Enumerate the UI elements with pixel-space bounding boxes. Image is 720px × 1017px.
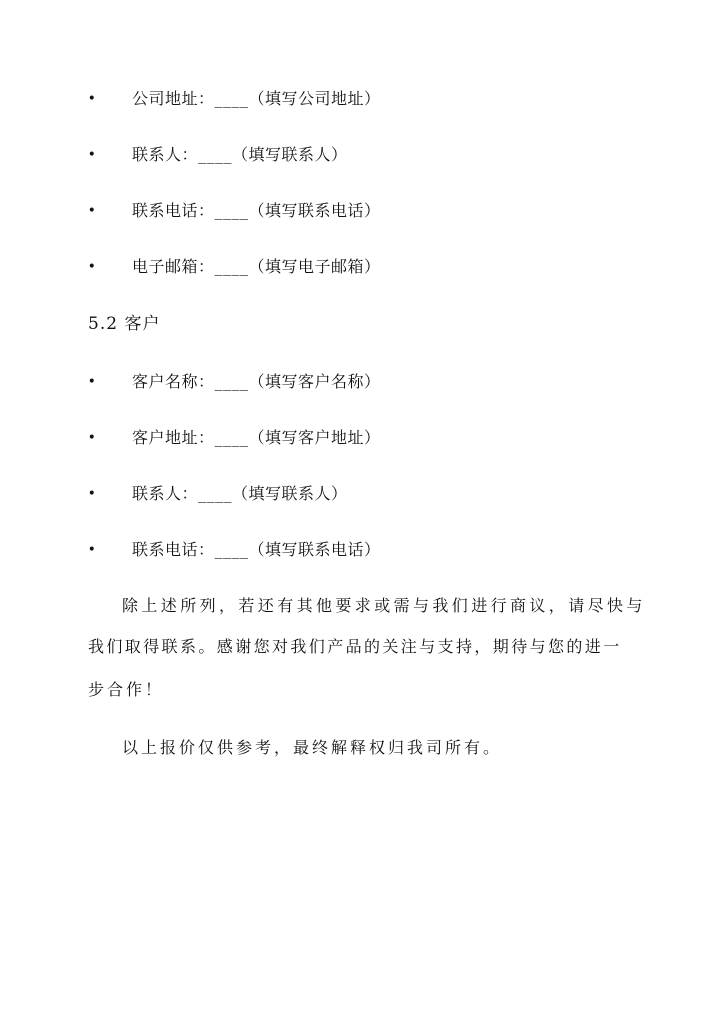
bullet-icon: • [87, 91, 97, 107]
list-item-text: 电子邮箱：____（填写电子邮箱） [132, 257, 381, 276]
bullet-icon: • [87, 486, 97, 502]
bullet-icon: • [87, 259, 97, 275]
section-heading-customer: 5.2 客户 [88, 314, 161, 334]
list-item-text: 公司地址：____（填写公司地址） [132, 89, 381, 108]
list-item-text: 客户地址：____（填写客户地址） [132, 428, 381, 447]
paragraph-line: 除上述所列，若还有其他要求或需与我们进行商议，请尽快与 [122, 596, 646, 615]
list-item-text: 联系电话：____（填写联系电话） [132, 540, 381, 559]
bullet-icon: • [87, 430, 97, 446]
list-item-text: 联系人：____（填写联系人） [132, 145, 348, 164]
list-item-text: 联系电话：____（填写联系电话） [132, 201, 381, 220]
paragraph-line: 我们取得联系。感谢您对我们产品的关注与支持，期待与您的进一 [88, 637, 622, 656]
list-item-text: 联系人：____（填写联系人） [132, 484, 348, 503]
disclaimer-paragraph: 以上报价仅供参考，最终解释权归我司所有。 [122, 738, 503, 757]
bullet-icon: • [87, 147, 97, 163]
bullet-icon: • [87, 203, 97, 219]
paragraph-line: 步合作！ [88, 680, 165, 699]
bullet-icon: • [87, 542, 97, 558]
list-item-text: 客户名称：____（填写客户名称） [132, 372, 381, 391]
bullet-icon: • [87, 374, 97, 390]
